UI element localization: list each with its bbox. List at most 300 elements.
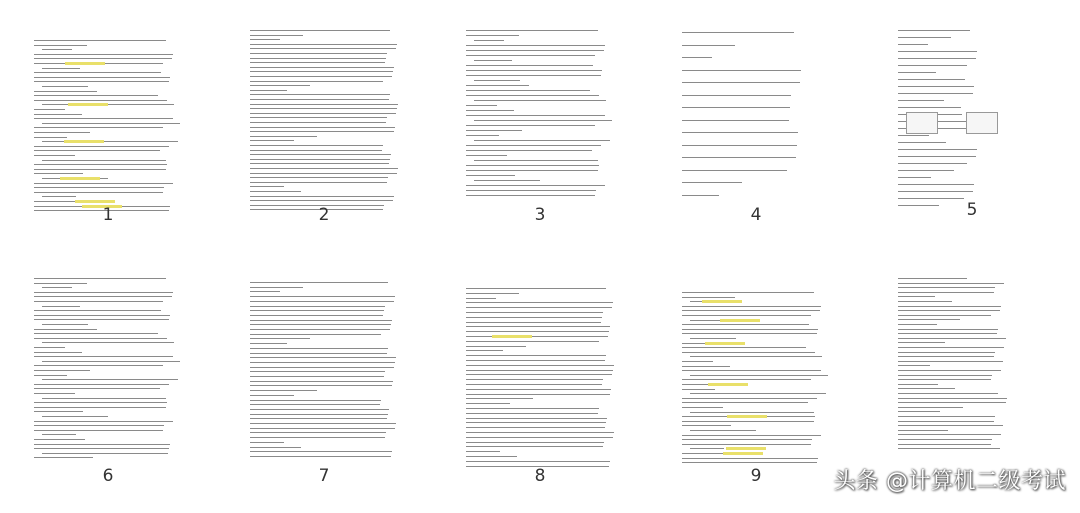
highlight-mark (492, 335, 532, 338)
text-line (690, 393, 826, 394)
text-line (34, 388, 160, 389)
text-line (250, 456, 391, 457)
highlight-mark (726, 447, 766, 450)
text-line (682, 366, 730, 367)
text-line (34, 114, 82, 115)
page-preview (898, 22, 1048, 212)
text-line (898, 191, 973, 192)
text-line (250, 35, 303, 36)
text-line (250, 117, 387, 118)
text-line (250, 145, 383, 146)
text-line (34, 173, 83, 174)
text-line (34, 192, 163, 193)
page-number: 4 (750, 205, 762, 225)
text-line (898, 149, 977, 150)
text-line (466, 422, 606, 423)
text-line (250, 85, 310, 86)
text-line (898, 184, 974, 185)
text-line (250, 173, 397, 174)
text-line (250, 334, 381, 335)
text-line (682, 45, 735, 46)
text-line (466, 75, 601, 76)
text-line (898, 296, 935, 297)
text-line (474, 80, 520, 81)
text-line (466, 403, 510, 404)
text-line (34, 370, 90, 371)
text-line (466, 65, 593, 66)
text-line (898, 416, 995, 417)
text-line (466, 360, 605, 361)
text-line (250, 367, 394, 368)
page-number: 6 (102, 466, 114, 486)
text-line (898, 329, 998, 330)
text-line (466, 195, 595, 196)
text-line (34, 118, 173, 119)
text-line (682, 329, 818, 330)
text-line (466, 298, 496, 299)
text-line (682, 107, 790, 108)
text-line (466, 45, 605, 46)
text-line (682, 458, 818, 459)
text-line (466, 85, 529, 86)
text-line (898, 379, 991, 380)
text-line (250, 324, 391, 325)
page-thumbnail-8[interactable] (432, 256, 648, 512)
text-line (898, 37, 951, 38)
text-line (466, 312, 603, 313)
text-line (250, 39, 280, 40)
text-line (898, 72, 936, 73)
text-line (898, 430, 948, 431)
text-line (682, 170, 787, 171)
text-line (682, 195, 719, 196)
text-line (250, 76, 392, 77)
text-line (466, 293, 519, 294)
text-line (34, 155, 75, 156)
text-line (42, 104, 174, 105)
text-line (898, 107, 961, 108)
text-line (682, 333, 817, 334)
text-line (682, 421, 814, 422)
text-line (898, 319, 960, 320)
text-line (250, 53, 387, 54)
text-line (250, 200, 393, 201)
text-line (34, 444, 170, 445)
text-line (34, 411, 83, 412)
highlight-mark (60, 177, 100, 180)
text-line (898, 177, 931, 178)
text-line (250, 30, 390, 31)
text-line (466, 331, 609, 332)
text-line (250, 282, 388, 283)
text-line (898, 370, 1001, 371)
text-line (42, 287, 72, 288)
text-line (466, 110, 514, 111)
text-line (898, 434, 1001, 435)
text-line (466, 341, 599, 342)
text-line (250, 423, 396, 424)
text-line (34, 150, 160, 151)
text-line (466, 55, 595, 56)
text-line (898, 338, 1006, 339)
text-line (898, 306, 1001, 307)
text-line (34, 132, 90, 133)
text-line (898, 86, 974, 87)
text-line (250, 140, 294, 141)
text-line (34, 393, 75, 394)
text-line (466, 170, 598, 171)
text-line (34, 352, 82, 353)
text-line (466, 165, 599, 166)
text-line (42, 306, 80, 307)
text-line (682, 361, 713, 362)
text-line (466, 70, 602, 71)
text-line (466, 50, 604, 51)
text-line (466, 322, 601, 323)
table-figure (906, 112, 938, 134)
text-line (250, 44, 397, 45)
text-line (466, 384, 602, 385)
text-line (250, 385, 392, 386)
page-preview (466, 22, 616, 212)
text-line (250, 67, 394, 68)
text-line (250, 58, 386, 59)
text-line (34, 439, 85, 440)
text-line (42, 379, 178, 380)
text-line (250, 291, 280, 292)
text-line (466, 90, 590, 91)
text-line (466, 30, 598, 31)
text-line (34, 109, 65, 110)
text-line (34, 384, 169, 385)
page-preview (466, 278, 616, 468)
text-line (250, 99, 389, 100)
text-line (898, 365, 930, 366)
text-line (682, 370, 821, 371)
text-line (42, 160, 166, 161)
text-line (466, 370, 613, 371)
page-thumbnail-5[interactable] (864, 0, 1080, 256)
text-line (34, 164, 167, 165)
text-line (466, 150, 592, 151)
text-line (690, 430, 756, 431)
text-line (466, 336, 608, 337)
text-line (34, 375, 67, 376)
text-line (34, 310, 161, 311)
text-line (466, 185, 605, 186)
highlight-mark (68, 103, 108, 106)
text-line (682, 145, 797, 146)
text-line (682, 57, 712, 58)
text-line (898, 315, 991, 316)
text-line (898, 93, 973, 94)
text-line (466, 432, 614, 433)
text-line (682, 379, 811, 380)
text-line (898, 407, 963, 408)
text-line (250, 186, 284, 187)
text-line (250, 376, 384, 377)
text-line (682, 292, 814, 293)
page-thumbnail-1[interactable] (0, 0, 216, 256)
text-line (34, 319, 169, 320)
text-line (250, 395, 294, 396)
text-line (34, 45, 87, 46)
text-line (474, 100, 606, 101)
text-line (898, 170, 954, 171)
text-line (474, 40, 504, 41)
highlight-mark (705, 342, 745, 345)
text-line (34, 421, 173, 422)
text-line (682, 439, 812, 440)
text-line (682, 389, 715, 390)
text-line (898, 283, 1004, 284)
text-line (682, 182, 742, 183)
text-line (466, 125, 595, 126)
text-line (898, 51, 977, 52)
page-preview (682, 278, 832, 468)
page-thumbnail-9[interactable] (648, 256, 864, 512)
watermark-text: 头条 @计算机二级考试 (833, 469, 1066, 494)
text-line (42, 68, 80, 69)
text-line (466, 302, 613, 303)
text-line (466, 408, 599, 409)
text-line (682, 132, 798, 133)
text-line (898, 444, 991, 445)
text-line (682, 32, 794, 33)
text-line (34, 77, 170, 78)
text-line (250, 400, 381, 401)
text-line (250, 150, 382, 151)
text-line (250, 81, 383, 82)
text-line (34, 338, 167, 339)
text-line (898, 142, 946, 143)
text-line (466, 355, 606, 356)
text-line (250, 90, 287, 91)
text-line (682, 120, 789, 121)
text-line (682, 444, 811, 445)
text-line (42, 196, 76, 197)
text-line (466, 145, 601, 146)
page-number: 5 (966, 200, 978, 220)
highlight-mark (702, 300, 742, 303)
highlight-mark (723, 452, 763, 455)
text-line (474, 120, 612, 121)
page-preview (682, 22, 832, 212)
text-line (682, 435, 821, 436)
text-line (250, 329, 390, 330)
text-line (474, 180, 540, 181)
text-line (898, 65, 967, 66)
text-line (34, 457, 93, 458)
page-preview (898, 278, 1048, 468)
text-line (34, 54, 173, 55)
text-line (34, 127, 163, 128)
text-line (466, 389, 611, 390)
text-line (682, 82, 800, 83)
text-line (466, 155, 507, 156)
text-line (34, 301, 163, 302)
text-line (34, 81, 169, 82)
text-line (898, 30, 970, 31)
text-line (34, 169, 166, 170)
text-line (898, 347, 1004, 348)
text-line (34, 146, 169, 147)
text-line (34, 58, 172, 59)
text-line (898, 100, 944, 101)
text-line (682, 347, 806, 348)
text-line (898, 135, 929, 136)
text-line (682, 157, 796, 158)
page-thumbnail-3[interactable] (432, 0, 648, 256)
text-line (250, 48, 396, 49)
text-line (250, 127, 395, 128)
text-line (250, 113, 396, 114)
text-line (34, 402, 167, 403)
text-line (250, 390, 317, 391)
text-line (898, 361, 1003, 362)
page-number: 1 (102, 205, 114, 225)
text-line (898, 310, 1000, 311)
page-thumbnail-7[interactable] (216, 256, 432, 512)
highlight-mark (720, 319, 760, 322)
text-line (898, 384, 938, 385)
text-line (466, 317, 602, 318)
text-line (898, 421, 994, 422)
text-line (250, 343, 287, 344)
text-line (250, 94, 390, 95)
text-line (898, 356, 994, 357)
text-line (898, 301, 952, 302)
text-line (250, 163, 389, 164)
text-line (466, 326, 610, 327)
text-line (898, 411, 940, 412)
text-line (682, 297, 735, 298)
text-line (466, 451, 500, 452)
page-number: 9 (750, 466, 762, 486)
text-line (250, 404, 380, 405)
page-thumbnail-6[interactable] (0, 256, 216, 512)
text-line (466, 288, 606, 289)
text-line (690, 338, 736, 339)
text-line (682, 398, 817, 399)
text-line (466, 190, 596, 191)
page-preview (34, 278, 184, 468)
text-line (42, 141, 178, 142)
page-thumbnail-4[interactable] (648, 0, 864, 256)
text-line (898, 163, 967, 164)
text-line (34, 425, 164, 426)
table-figure (966, 112, 998, 134)
highlight-mark (708, 383, 748, 386)
text-line (466, 456, 517, 457)
text-line (250, 414, 388, 415)
text-line (42, 49, 72, 50)
text-line (34, 296, 172, 297)
text-line (42, 342, 174, 343)
text-line (466, 442, 604, 443)
text-line (250, 432, 386, 433)
text-line (42, 361, 180, 362)
text-line (898, 425, 1003, 426)
text-line (682, 407, 723, 408)
text-line (682, 352, 815, 353)
text-line (682, 402, 808, 403)
text-line (250, 442, 284, 443)
page-number: 2 (318, 205, 330, 225)
text-line (250, 71, 393, 72)
text-line (466, 130, 522, 131)
text-line (250, 136, 317, 137)
page-preview (250, 22, 400, 212)
text-line (466, 374, 612, 375)
text-line (466, 446, 603, 447)
text-line (250, 320, 392, 321)
text-line (250, 287, 303, 288)
text-line (250, 191, 301, 192)
text-line (42, 434, 76, 435)
highlight-mark (75, 200, 115, 203)
text-line (682, 70, 801, 71)
text-line (250, 122, 386, 123)
text-line (34, 333, 158, 334)
text-line (250, 182, 387, 183)
text-line (250, 338, 310, 339)
text-line (250, 104, 398, 105)
text-line (34, 278, 166, 279)
text-line (466, 175, 515, 176)
text-line (474, 60, 512, 61)
text-line (250, 381, 393, 382)
text-line (898, 375, 992, 376)
text-line (34, 347, 65, 348)
text-line (42, 453, 168, 454)
text-line (250, 306, 385, 307)
text-line (34, 430, 163, 431)
text-line (34, 40, 166, 41)
text-line (898, 388, 955, 389)
text-line (42, 86, 88, 87)
text-line (898, 402, 1006, 403)
text-line (250, 196, 394, 197)
text-line (42, 324, 88, 325)
text-line (250, 62, 385, 63)
text-line (466, 437, 613, 438)
text-line (466, 379, 603, 380)
text-line (34, 100, 167, 101)
text-line (250, 418, 387, 419)
text-line (466, 105, 497, 106)
text-line (466, 365, 614, 366)
text-line (34, 91, 97, 92)
page-number: 7 (318, 466, 330, 486)
text-line (898, 287, 995, 288)
text-line (250, 310, 384, 311)
text-line (34, 356, 173, 357)
text-line (898, 324, 937, 325)
text-line (250, 409, 389, 410)
text-line (682, 462, 817, 463)
text-line (898, 278, 967, 279)
text-line (466, 350, 503, 351)
highlight-mark (65, 62, 105, 65)
text-line (466, 398, 533, 399)
text-line (898, 333, 997, 334)
page-number: 3 (534, 205, 546, 225)
page-thumbnail-2[interactable] (216, 0, 432, 256)
text-line (250, 348, 388, 349)
text-line (466, 427, 605, 428)
text-line (42, 416, 108, 417)
